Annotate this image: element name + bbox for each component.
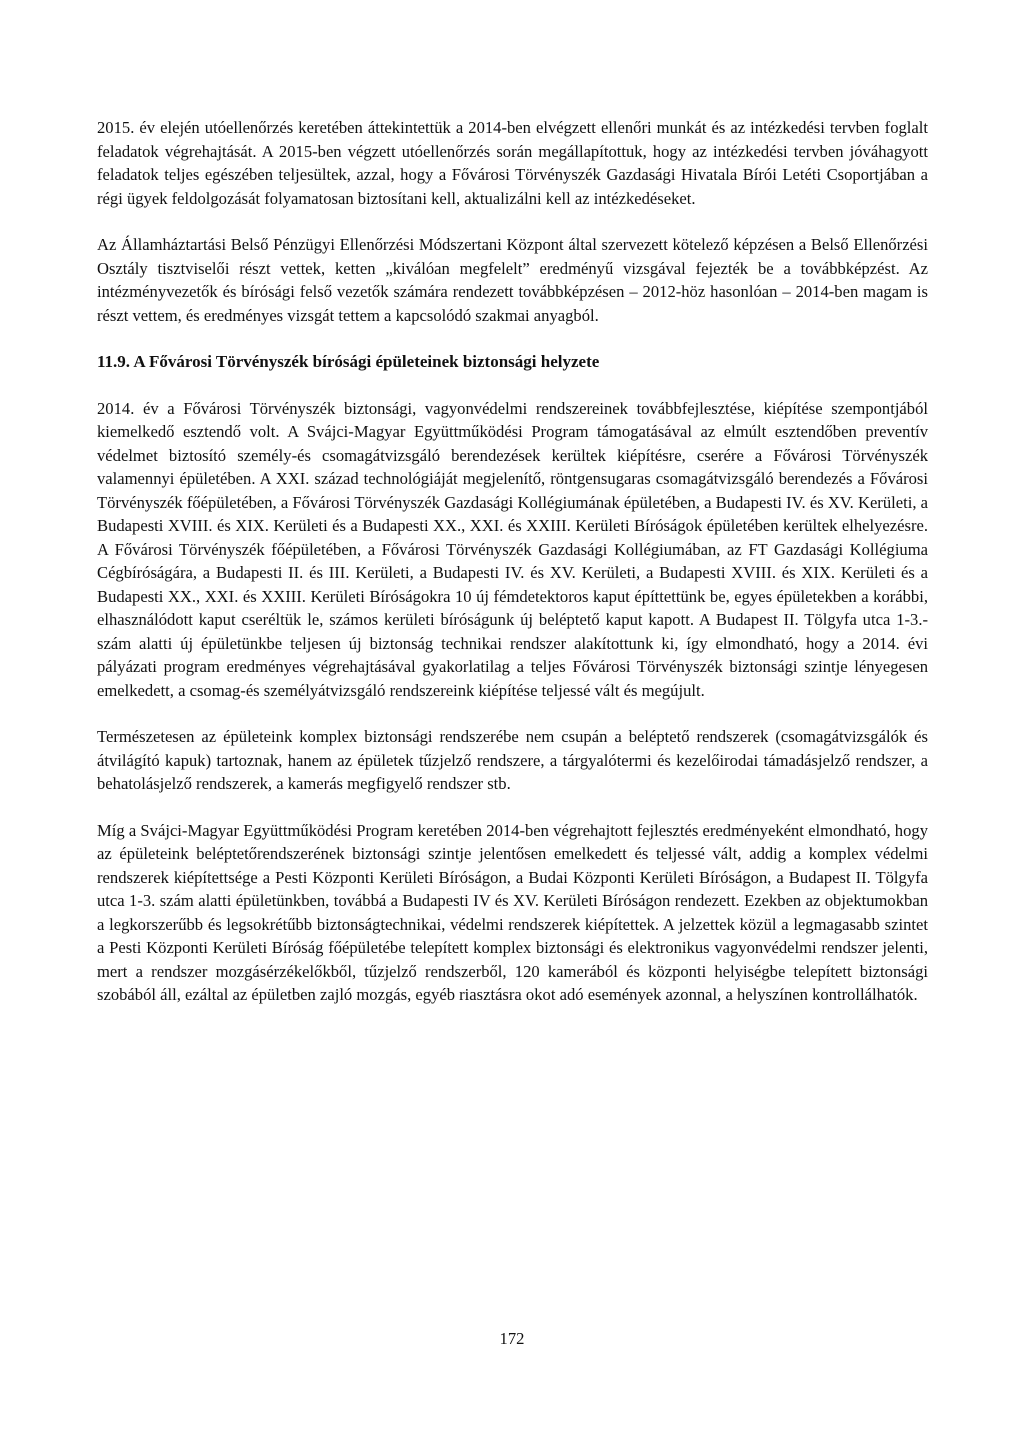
page-number: 172 <box>499 1329 525 1348</box>
paragraph-swiss-program: Míg a Svájci-Magyar Együttműködési Program keretében 2014-ben végrehajtott fejlesztés eredményeként elmondható, hogy az épületeink beléptetőrendszerének biztonsági szintje jelentősen emelkedett és teljessé vált, addig a komplex védelmi rendszerek kiépítettsége a Pesti Központi Kerületi Bíróságon, a Budai Központi Kerületi Bíróságon, a Budapest II. Tölgyfa utca 1-3. szám alatti épületünkben, továbbá a Budapesti IV és XV. Kerületi Bíróságon rendezett. Ezekben az objektumokban a legkorszerűbb és legsokrétűbb biztonságtechnikai, védelmi rendszerek kiépítettek. A jelzettek közül a legmagasabb szintet a Pesti Központi Kerületi Bíróság főépületébe telepített komplex biztonsági és elektronikus vagyonvédelmi rendszer jelenti, mert a rendszer mozgásérzékelőkből, tűzjelző rendszerből, 120 kamerából és központi helyiségbe telepített biztonsági szobából áll, ezáltal az épületben zajló mozgás, egyéb riasztásra okot adó események azonnal, a helyszínen kontrollálhatók. <box>97 820 928 1004</box>
document-page <box>97 116 928 1030</box>
paragraph-follow-up-audit: 2015. év elején utóellenőrzés keretében áttekintettük a 2014-ben elvégzett ellenőri munkát és az intézkedési tervben foglalt feladatok végrehajtását. A 2015-ben végzett utóellenőrzés során megállapítottuk, hogy az intézkedési tervben jóváhagyott feladatok teljes egészében teljesültek, azzal, hogy a Fővárosi Törvényszék Gazdasági Hivatala Bírói Letéti Csoportjában a régi ügyek feldolgozását folyamatosan biztosítani kell, aktualizálni kell az intézkedéseket. <box>97 118 928 208</box>
paragraph-complex-systems: Természetesen az épületeink komplex biztonsági rendszerébe nem csupán a beléptető rendszerek (csomagátvizsgálók és átvilágító kapuk) tartoznak, hanem az épületek tűzjelző rendszere, a tárgyalótermi és kezelőirodai támadásjelző rendszer, a behatolásjelző rendszerek, a kamerás megfigyelő rendszer stb. <box>97 727 928 793</box>
paragraph-training: Az Államháztartási Belső Pénzügyi Ellenőrzési Módszertani Központ által szervezett kötelező képzésen a Belső Ellenőrzési Osztály tisztviselői részt vettek, ketten „kiválóan megfelelt” eredményű vizsgával fejezték be a továbbképzést. Az intézményvezetők és bírósági felső vezetők számára rendezett továbbképzésen – 2012-höz hasonlóan – 2014-ben magam is részt vettem, és eredményes vizsgát tettem a kapcsolódó szakmai anyagból. <box>97 235 928 325</box>
paragraph-security-2014: 2014. év a Fővárosi Törvényszék biztonsági, vagyonvédelmi rendszereinek továbbfejlesztése, kiépítése szempontjából kiemelkedő esztendő volt. A Svájci-Magyar Együttműködési Program támogatásával az elmúlt esztendőben preventív védelmet biztosító személy-és csomagátvizsgáló berendezések kerültek kiépítésre, cserére a Fővárosi Törvényszék valamennyi épületében. A XXI. század technológiáját megjelenítő, röntgensugaras csomagátvizsgáló berendezés a Fővárosi Törvényszék főépületében, a Fővárosi Törvényszék Gazdasági Kollégiumának épületében, a Budapesti IV. és XV. Kerületi, a Budapesti XVIII. és XIX. Kerületi és a Budapesti XX., XXI. és XXIII. Kerületi Bíróságok épületében kerültek elhelyezésre. A Fővárosi Törvényszék főépületében, a Fővárosi Törvényszék Gazdasági Kollégiumában, az FT Gazdasági Kollégiuma Cégbíróságára, a Budapesti II. és III. Kerületi, a Budapesti IV. és XV. Kerületi, a Budapesti XVIII. és XIX. Kerületi és a Budapesti XX., XXI. és XXIII. Kerületi Bíróságokra 10 új fémdetektoros kaput építtettünk be, egyes épületekben a korábbi, elhasználódott kaput cseréltük le, számos kerületi bíróságunk új beléptető kaput kapott. A Budapest II. Tölgyfa utca 1-3.- szám alatti új épületünkbe teljesen új biztonság technikai rendszer alakítottunk ki, így elmondható, hogy a 2014. évi pályázati program eredményes végrehajtásával gyakorlatilag a teljes Fővárosi Törvényszék biztonsági szintje lényegesen emelkedett, a csomag-és személyátvizsgáló rendszereink kiépítése teljessé vált és megújult. <box>97 398 928 700</box>
section-heading: 11.9. A Fővárosi Törvényszék bírósági épületeinek biztonsági helyzete <box>97 352 600 371</box>
